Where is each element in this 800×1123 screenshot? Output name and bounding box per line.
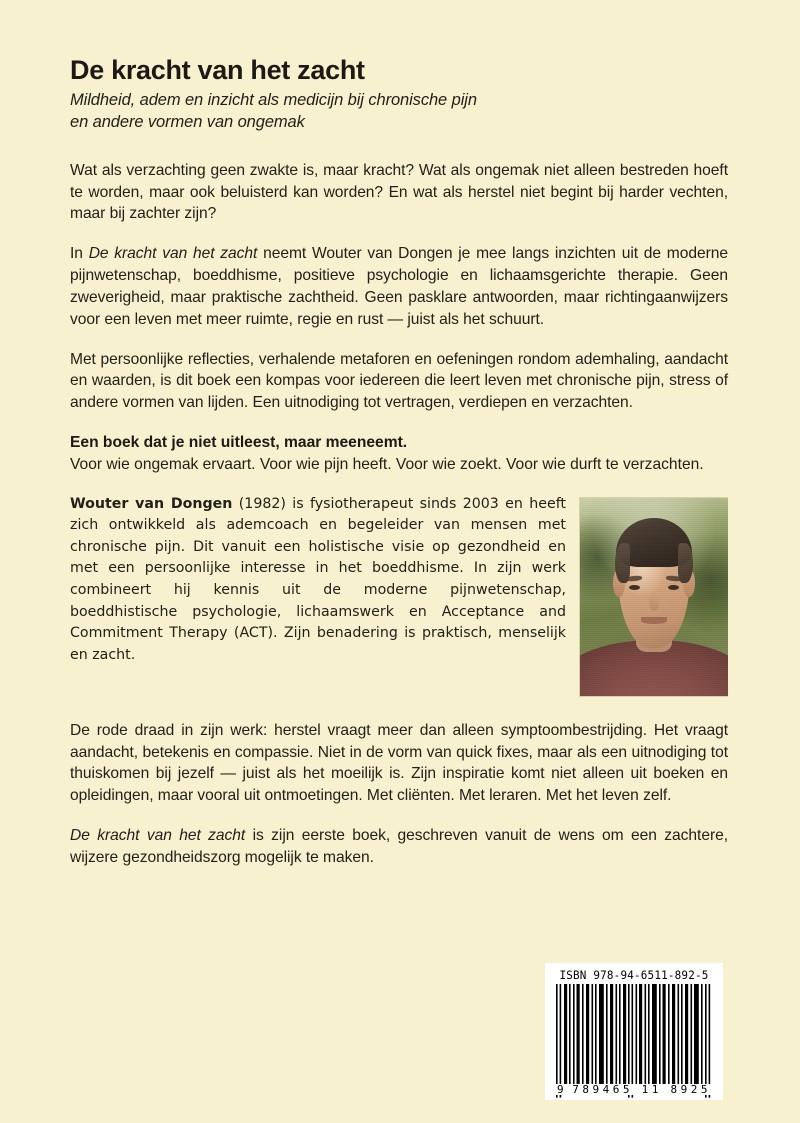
barcode-digits-left: 789465: [572, 1083, 633, 1096]
paragraph-2-prefix: In: [70, 245, 89, 263]
photo-nose: [649, 595, 659, 611]
barcode-bars-svg: [554, 984, 714, 1098]
barcode-digits-mid: 11: [641, 1083, 662, 1096]
subtitle-line-1: Mildheid, adem en inzicht als medicijn bij chronische pijn: [70, 91, 477, 110]
page-title: De kracht van het zacht: [70, 55, 365, 85]
subtitle-line-2: en andere vormen van ongemak: [70, 113, 305, 131]
book-title-italic-2: De kracht van het zacht: [70, 827, 246, 845]
callout-lead: Een boek dat je niet uitleest, maar meeneemt.: [70, 434, 408, 452]
paragraph-about-book: [70, 243, 728, 330]
author-bio-rest: (1982) is fysiotherapeut sinds 2003 en heeft zich ontwikkeld als ademcoach en begeleider van mensen met chronische pijn. Dit vanuit een holistische visie op gezondheid en met een persoonlijke interesse in het boeddhisme. In zijn werk combineert hij kennis uit de moderne pijnwetenschap, boeddhistische psychologie, lichaamswerk en Acceptance and Commitment Therapy (ACT). Zijn benadering is praktisch, menselijk en zacht.: [70, 495, 566, 663]
photo-eye-left: [629, 585, 640, 590]
isbn-label: ISBN 978-94-6511-892-5: [559, 968, 709, 982]
blurb-body: [70, 160, 728, 869]
barcode-digit-first: 9: [557, 1083, 564, 1096]
paragraph-first-book: [70, 825, 728, 869]
page-subtitle: [70, 90, 728, 134]
paragraph-approach: De rode draad in zijn werk: herstel vraagt meer dan alleen symptoombestrijding. Het vraagt aandacht, betekenis en compassie. Niet in de vorm van quick fixes, maar als een uitnodiging tot thuiskomen bij jezelf — juist als het moeilijk is. Zijn inspiratie komt niet alleen uit boeken en opleidingen, maar vooral uit ontmoetingen. Met cliënten. Met leraren. Met het leven zelf.: [70, 721, 728, 805]
barcode-digits-right: 8925: [670, 1083, 711, 1096]
author-photo: [580, 498, 728, 696]
photo-smile: [641, 617, 668, 623]
paragraph-contents: Met persoonlijke reflecties, verhalende metaforen en oefeningen rondom ademhaling, aandacht en waarden, is dit boek een kompas voor iedereen die leert leven met chronische pijn, stress of andere vormen van lijden. Een uitnodiging tot vertragen, verdiepen en verzachten.: [70, 350, 728, 412]
author-name: Wouter van Dongen: [70, 495, 233, 512]
book-title-italic-1: De kracht van het zacht: [88, 245, 258, 263]
author-bio-block: [70, 494, 728, 702]
photo-eye-right: [668, 585, 679, 590]
paragraph-5-rest: is zijn eerste boek, geschreven vanuit de wens om een zachtere, wijzere gezondheidszorg mogelijk te maken.: [70, 827, 728, 866]
paragraph-2-rest: neemt Wouter van Dongen je mee langs inzichten uit de moderne pijnwetenschap, boeddhisme, positieve psychologie en lichaamsgerichte therapie. Geen zweverigheid, maar praktische zachtheid. Geen pasklare antwoorden, maar richtingaanwijzers voor een leven met meer ruimte, regie en rust — juist als het schuurt.: [70, 245, 729, 328]
paragraph-intro: Wat als verzachting geen zwakte is, maar kracht? Wat als ongemak niet alleen bestreden hoeft te worden, maar ook beluisterd kan worden? En wat als herstel niet begint bij harder vechten, maar bij zachter zijn?: [70, 161, 728, 223]
callout-block: [70, 432, 728, 476]
barcode-bars: [554, 984, 714, 1098]
isbn-barcode: [545, 963, 723, 1100]
callout-body: Voor wie ongemak ervaart. Voor wie pijn heeft. Voor wie zoekt. Voor wie durft te verzachten.: [70, 455, 704, 473]
barcode-digit-row: [554, 1084, 714, 1095]
